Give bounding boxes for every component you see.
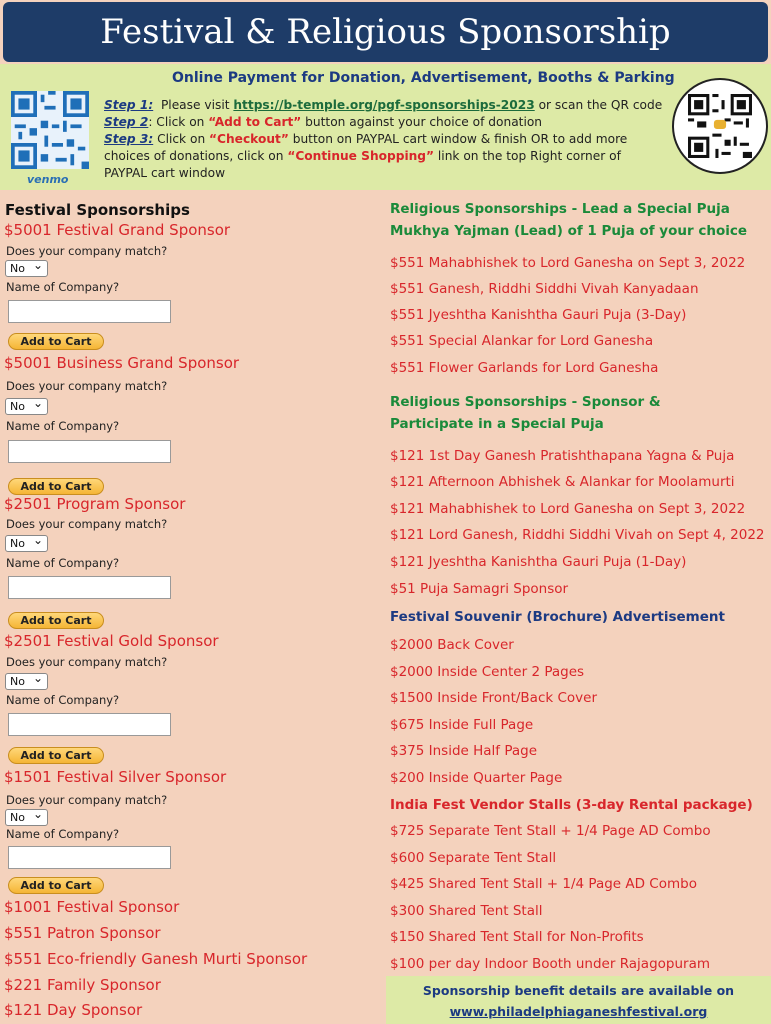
lead-puja-item: $551 Special Alankar for Lord Ganesha: [390, 333, 654, 349]
souvenir-item: $200 Inside Quarter Page: [390, 770, 563, 786]
add-to-cart-button[interactable]: Add to Cart: [8, 478, 104, 495]
sponsor-title: $5001 Business Grand Sponsor: [4, 354, 240, 372]
religious-sponsorships: [386, 190, 771, 1024]
company-name-input[interactable]: [8, 440, 171, 463]
page-header: [3, 2, 768, 62]
sponsorship-link[interactable]: https://b-temple.org/pgf-sponsorships-2023: [233, 98, 535, 112]
lead-puja-item: $551 Mahabhishek to Lord Ganesha on Sept 3, 2022: [390, 255, 746, 271]
step-3: Step 3: Click on “Checkout” button on PAYPAL cart window & finish OR to add more choices of donations, click on “Continue Shopping” link on the top Right corner of PAYPAL cart window: [104, 132, 628, 180]
company-label: Name of Company?: [6, 693, 120, 707]
venmo-label: venmo: [27, 173, 69, 186]
footer-panel: [386, 976, 771, 1024]
company-label: Name of Company?: [6, 280, 120, 294]
step-2: Step 2: Click on “Add to Cart” button against your choice of donation: [104, 115, 543, 129]
company-name-input[interactable]: [8, 713, 171, 736]
company-match-select[interactable]: No ⌄: [5, 673, 48, 690]
lead-puja-item: $551 Ganesh, Riddhi Siddhi Vivah Kanyadaan: [390, 281, 699, 297]
company-label: Name of Company?: [6, 556, 120, 570]
payment-instructions: [0, 64, 771, 190]
step-1: Step 1: Please visit https://b-temple.org/pgf-sponsorships-2023 or scan the QR code: [104, 98, 663, 112]
lead-puja-subheading: Mukhya Yajman (Lead) of 1 Puja of your choice: [390, 223, 748, 239]
company-match-select[interactable]: No ⌄: [5, 260, 48, 277]
festival-heading: Festival Sponsorships: [5, 201, 190, 219]
souvenir-item: $2000 Inside Center 2 Pages: [390, 664, 585, 680]
vendor-item: $300 Shared Tent Stall: [390, 903, 543, 919]
participate-item: $121 Lord Ganesh, Riddhi Siddhi Vivah on Sept 4, 2022: [390, 527, 765, 543]
vendor-item: $725 Separate Tent Stall + 1/4 Page AD Combo: [390, 823, 711, 839]
add-to-cart-button[interactable]: Add to Cart: [8, 612, 104, 629]
company-label: Name of Company?: [6, 827, 120, 841]
participate-item: $51 Puja Samagri Sponsor: [390, 581, 569, 597]
company-name-input[interactable]: [8, 846, 171, 869]
page-title: Festival & Religious Sponsorship: [100, 12, 671, 52]
match-question: Does your company match?: [6, 655, 168, 669]
lead-puja-item: $551 Jyeshtha Kanishtha Gauri Puja (3-Day): [390, 307, 687, 323]
sponsor-title: $5001 Festival Grand Sponsor: [4, 221, 231, 239]
lead-puja-heading: Religious Sponsorships - Lead a Special Puja: [390, 201, 730, 217]
sponsor-item: $551 Patron Sponsor: [4, 924, 161, 942]
vendor-item: $425 Shared Tent Stall + 1/4 Page AD Combo: [390, 876, 697, 892]
company-match-select[interactable]: No ⌄: [5, 398, 48, 415]
match-question: Does your company match?: [6, 244, 168, 258]
company-match-select[interactable]: No ⌄: [5, 535, 48, 552]
participate-subheading: Participate in a Special Puja: [390, 416, 604, 432]
vendor-item: $100 per day Indoor Booth under Rajagopuram: [390, 956, 711, 972]
souvenir-item: $375 Inside Half Page: [390, 743, 538, 759]
match-question: Does your company match?: [6, 379, 168, 393]
add-to-cart-button[interactable]: Add to Cart: [8, 333, 104, 350]
souvenir-item: $675 Inside Full Page: [390, 717, 534, 733]
participate-item: $121 1st Day Ganesh Pratishthapana Yagna & Puja: [390, 448, 735, 464]
instructions-title: Online Payment for Donation, Advertisement, Booths & Parking: [172, 70, 675, 86]
match-question: Does your company match?: [6, 517, 168, 531]
sponsor-item: $221 Family Sponsor: [4, 976, 161, 994]
payment-steps: [104, 97, 664, 182]
company-label: Name of Company?: [6, 419, 120, 433]
participate-item: $121 Afternoon Abhishek & Alankar for Moolamurti: [390, 474, 735, 490]
participate-heading: Religious Sponsorships - Sponsor &: [390, 394, 661, 410]
lead-puja-item: $551 Flower Garlands for Lord Ganesha: [390, 360, 659, 376]
match-question: Does your company match?: [6, 793, 168, 807]
company-name-input[interactable]: [8, 576, 171, 599]
souvenir-item: $2000 Back Cover: [390, 637, 514, 653]
sponsor-item: $551 Eco-friendly Ganesh Murti Sponsor: [4, 950, 308, 968]
company-name-input[interactable]: [8, 300, 171, 323]
footer-note: Sponsorship benefit details are available on: [422, 983, 735, 998]
souvenir-heading: Festival Souvenir (Brochure) Advertisement: [390, 609, 725, 625]
participate-item: $121 Jyeshtha Kanishtha Gauri Puja (1-Day): [390, 554, 687, 570]
sponsor-title: $2501 Festival Gold Sponsor: [4, 632, 219, 650]
sponsor-title: $2501 Program Sponsor: [4, 495, 186, 513]
sponsor-item: $1001 Festival Sponsor: [4, 898, 180, 916]
website-qr-code-icon: [672, 78, 768, 174]
sponsor-title: $1501 Festival Silver Sponsor: [4, 768, 227, 786]
add-to-cart-button[interactable]: Add to Cart: [8, 747, 104, 764]
vendor-heading: India Fest Vendor Stalls (3-day Rental package): [390, 797, 753, 813]
add-to-cart-button[interactable]: Add to Cart: [8, 877, 104, 894]
souvenir-item: $1500 Inside Front/Back Cover: [390, 690, 598, 706]
festival-sponsorships: [0, 190, 384, 1024]
footer-website-link[interactable]: www.philadelphiaganeshfestival.org: [449, 1004, 708, 1019]
vendor-item: $600 Separate Tent Stall: [390, 850, 557, 866]
sponsor-item: $121 Day Sponsor: [4, 1001, 143, 1019]
venmo-qr-code-icon: [10, 91, 90, 169]
company-match-select[interactable]: No ⌄: [5, 809, 48, 826]
vendor-item: $150 Shared Tent Stall for Non-Profits: [390, 929, 644, 945]
participate-item: $121 Mahabhishek to Lord Ganesha on Sept 3, 2022: [390, 501, 746, 517]
